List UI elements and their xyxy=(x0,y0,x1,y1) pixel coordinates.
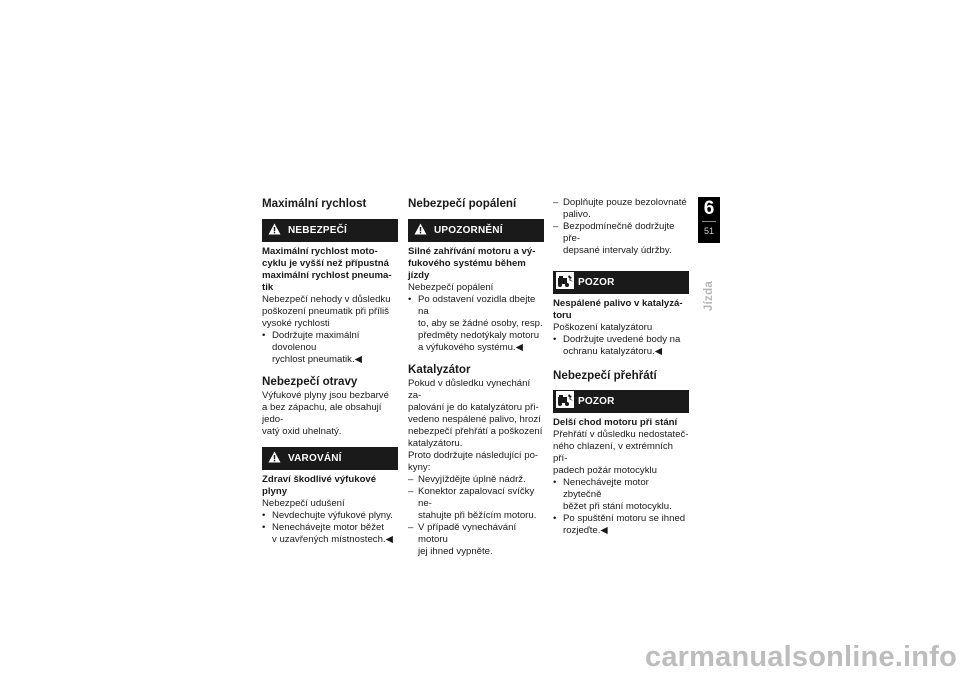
column-2 xyxy=(408,197,544,558)
warning-box xyxy=(262,447,398,470)
section-heading: Maximální rychlost xyxy=(262,197,367,210)
tab-divider xyxy=(702,221,716,222)
list-item: • Nenechávejte motor běžet v uzavřených místnostech.◀ xyxy=(262,522,398,546)
section-heading: Katalyzátor xyxy=(408,363,471,376)
danger-box xyxy=(262,219,398,242)
list-item: – Nevyjíždějte úplně nádrž. xyxy=(408,474,544,486)
warning-title: Delší chod motoru při stání xyxy=(553,417,678,428)
attention-box xyxy=(553,390,689,413)
chapter-number: 6 xyxy=(703,198,715,219)
column-1 xyxy=(262,197,398,546)
warning-title: Silné zahřívání motoru a vý- fukového systému během jízdy xyxy=(408,246,536,281)
box-title: UPOZORNĚNÍ xyxy=(434,224,503,236)
warning-text: Nebezpečí popálení xyxy=(408,282,494,293)
page-number: 51 xyxy=(703,226,714,236)
caution-box xyxy=(408,219,544,242)
box-title: POZOR xyxy=(578,276,615,288)
warning-text: Přehřátí v důsledku nedostateč- ného chlazení, v extrémních pří- padech požár motocyklu xyxy=(553,429,689,476)
box-title: VAROVÁNÍ xyxy=(288,452,342,464)
dash-list xyxy=(553,197,689,257)
warning-text: Poškození katalyzátoru xyxy=(553,322,653,333)
list-item: • Nevdechujte výfukové plyny. xyxy=(262,510,398,522)
list-item: • Dodržujte uvedené body na ochranu katalyzátoru.◀ xyxy=(553,334,689,358)
bullet-list xyxy=(553,477,689,537)
list-item: • Po odstavení vozidla dbejte na to, aby se žádné osoby, resp. předměty nedotýkaly motoru a výfukového systému.◀ xyxy=(408,294,544,354)
box-title: POZOR xyxy=(578,395,615,407)
list-item: – Konektor zapalovací svíčky ne- stahujte při běžícím motoru. xyxy=(408,486,544,522)
section-name: Jízda xyxy=(703,280,715,312)
warning-triangle-icon xyxy=(414,223,427,239)
watermark: carmanualsonline.info xyxy=(645,641,957,673)
warning-title: Zdraví škodlivé výfukové plyny xyxy=(262,474,377,497)
motorcycle-damage-icon xyxy=(556,272,574,293)
section-text: Pokud v důsledku vynechání za- palování je do katalyzátoru při- vedeno nespálené palivo, hrozí nebezpečí přehřátí a poškození katalyzátoru. Proto dodržujte následující po- kyny: xyxy=(408,378,543,473)
list-item: • Nenechávejte motor zbytečně běžet při stání motocyklu. xyxy=(553,477,689,513)
section-text: Výfukové plyny jsou bezbarvé a bez zápachu, ale obsahují jedo- vatý oxid uhelnatý. xyxy=(262,390,389,437)
dash-list xyxy=(408,474,544,558)
warning-text: Nebezpečí udušení xyxy=(262,498,345,509)
column-3 xyxy=(553,197,689,537)
list-item: – V případě vynechávání motoru jej ihned vypněte. xyxy=(408,522,544,558)
box-title: NEBEZPEČÍ xyxy=(288,224,348,236)
bullet-list xyxy=(262,330,398,366)
section-heading: Nebezpečí popálení xyxy=(408,197,517,210)
chapter-tab xyxy=(698,197,720,243)
list-item: – Doplňujte pouze bezolovnaté palivo. xyxy=(553,197,689,221)
list-item: • Dodržujte maximální dovolenou rychlost pneumatik.◀ xyxy=(262,330,398,366)
warning-title: Maximální rychlost moto- cyklu je vyšší než přípustná maximální rychlost pneuma- tik xyxy=(262,246,392,293)
bullet-list xyxy=(408,294,544,354)
section-heading: Nebezpečí otravy xyxy=(262,375,358,388)
list-item: • Po spuštění motoru se ihned rozjeďte.◀ xyxy=(553,513,689,537)
list-item: – Bezpodmínečně dodržujte pře- depsané intervaly údržby. xyxy=(553,221,689,257)
bullet-list xyxy=(262,510,398,546)
motorcycle-damage-icon xyxy=(556,391,574,412)
attention-box xyxy=(553,271,689,294)
warning-triangle-icon xyxy=(268,451,281,467)
warning-triangle-icon xyxy=(268,223,281,239)
section-heading: Nebezpečí přehřátí xyxy=(553,369,657,382)
warning-text: Nebezpečí nehody v důsledku poškození pneumatik při příliš vysoké rychlosti xyxy=(262,294,391,329)
section-side-label xyxy=(702,276,716,316)
bullet-list xyxy=(553,334,689,358)
warning-title: Nespálené palivo v katalyzá- toru xyxy=(553,298,683,321)
